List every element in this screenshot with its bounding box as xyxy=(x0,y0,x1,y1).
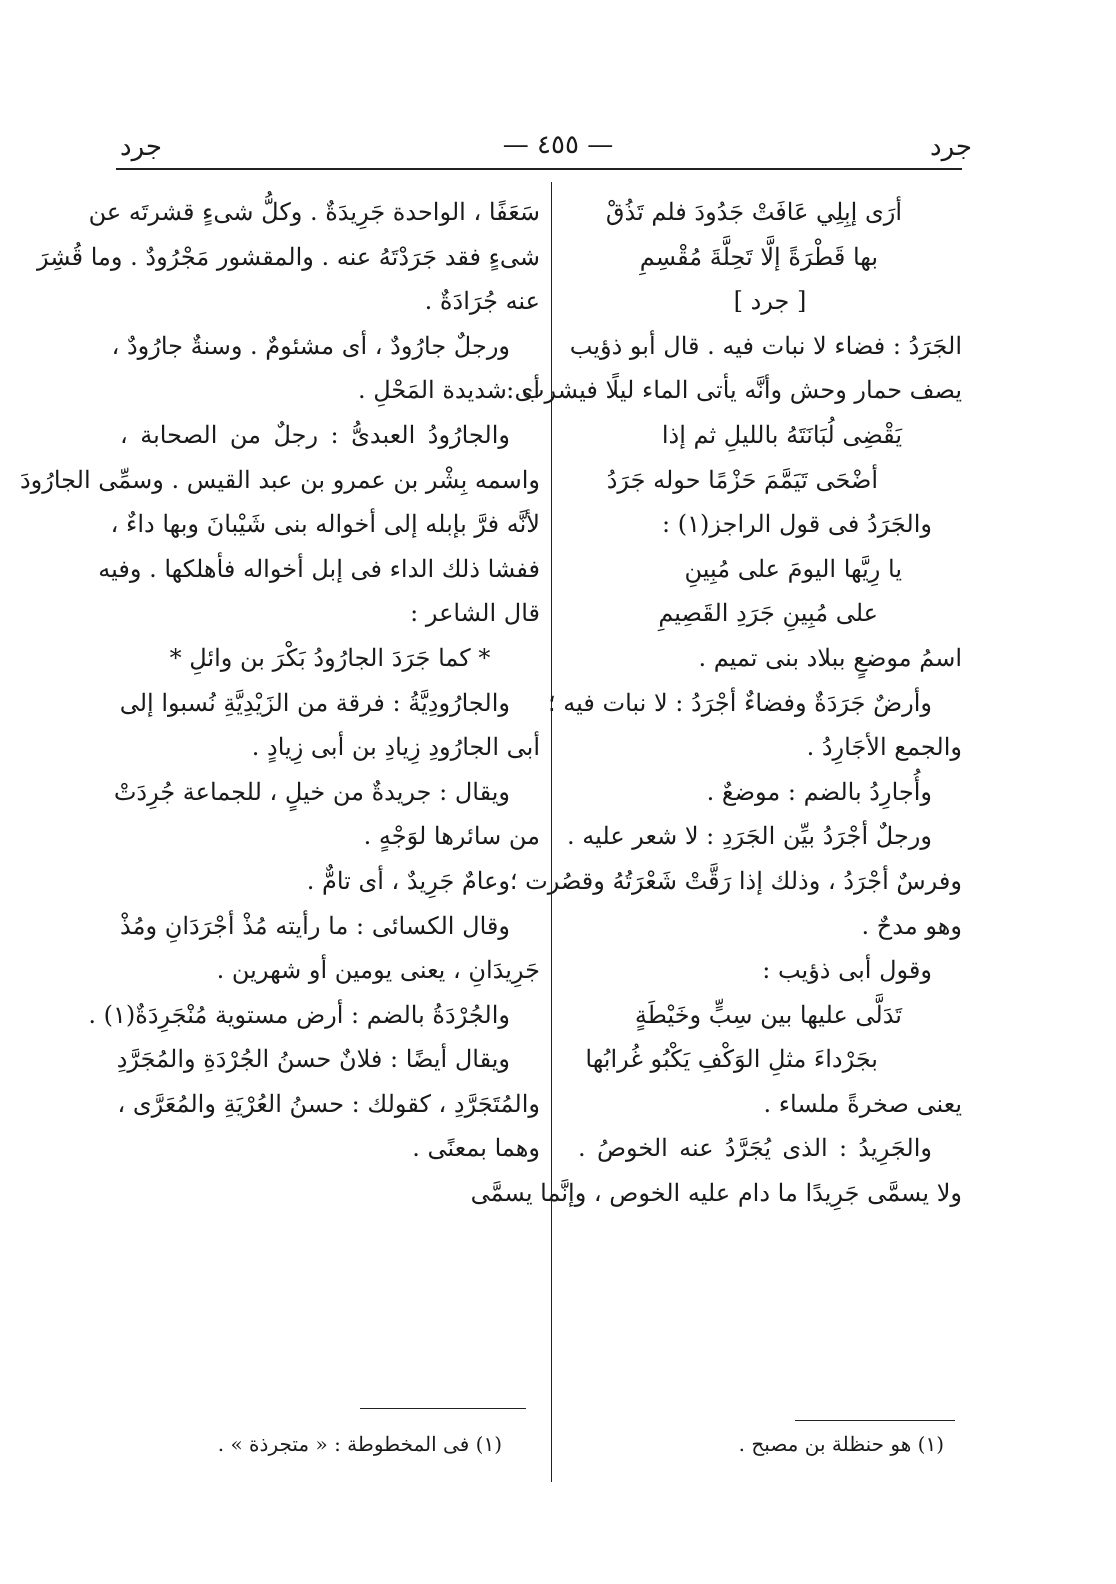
text-line: اسمُ موضعٍ ببلاد بنى تميم . xyxy=(698,643,962,672)
text-line: وهو مدحٌ . xyxy=(861,911,962,940)
text-line: جَرِيدَانِ ، يعنى يومين أو شهرين . xyxy=(216,956,540,985)
text-line: أبى الجارُودِ زِيادِ بن أبى زِيادٍ . xyxy=(251,733,540,762)
text-line: والجَرَدُ فى قول الراجز(١) : xyxy=(662,510,932,539)
text-line: ولا يسمَّى جَرِيدًا ما دام عليه الخوص ، وإنَّما يسمَّى xyxy=(470,1179,962,1208)
verse-line: تَدَلَّى عليها بين سِبٍّ وخَيْطَةٍ xyxy=(634,1000,902,1029)
text-line: والجُرْدَةُ بالضم : أرض مستوية مُنْجَرِدَةٌ(١) . xyxy=(88,1000,510,1029)
left-column xyxy=(19,190,540,1171)
text-line: سَعَفًا ، الواحدة جَرِيدَةٌ . وكلُّ شىءٍ قشرتَه عن xyxy=(88,198,540,226)
text-line: ويقال أيضًا : فلانٌ حسنُ الجُرْدَةِ والمُجَرَّدِ xyxy=(116,1045,510,1074)
text-line: ويقال : جريدةٌ من خيلٍ ، للجماعة جُرِدَتْ xyxy=(113,777,510,806)
text-line: قال الشاعر : xyxy=(410,599,540,628)
text-line: وعامٌ جَرِيدٌ ، أى تامٌّ . xyxy=(306,866,510,895)
verse-line: * كما جَرَدَ الجارُودُ بَكْرَ بن وائلِ * xyxy=(169,643,491,672)
text-line: والجمع الأجَارِدُ . xyxy=(806,733,962,762)
text-line: وهما بمعنًى . xyxy=(412,1134,540,1163)
footnote-rule-right xyxy=(795,1420,955,1421)
text-line: وقال الكسائى : ما رأيته مُذْ أجْرَدَانِ ومُذْ xyxy=(120,911,510,940)
text-line: ورجلٌ جارُودٌ ، أى مشئومٌ . وسنةٌ جارُودٌ ، xyxy=(111,331,510,360)
text-line: واسمه بِشْر بن عمرو بن عبد القيس . وسمِّى الجارُودَ xyxy=(19,465,540,494)
verse-line: يا رِيَّها اليومَ على مُبِينِ xyxy=(684,554,902,583)
text-line: يصف حمار وحش وأنَّه يأتى الماء ليلًا فيشرب : xyxy=(506,376,962,405)
text-line: لأنَّه فرَّ بإبله إلى أخواله بنى شَيْبانَ وبها داءٌ ، xyxy=(110,510,540,539)
text-line: ورجلٌ أجْرَدُ بيِّن الجَرَدِ : لا شعر عليه . xyxy=(567,822,932,851)
text-line: الجَرَدُ : فضاء لا نبات فيه . قال أبو ذؤيب xyxy=(569,331,962,360)
text-line: يعنى صخرةً ملساء . xyxy=(763,1089,962,1118)
text-line: أى شديدة المَحْلِ . xyxy=(357,376,540,405)
entry-heading: [ جرد ] xyxy=(733,287,807,316)
text-line: والجارُودُ العبدىُّ : رجلٌ من الصحابة ، xyxy=(120,420,510,449)
verse-line: بجَرْداءَ مثلِ الوَكْفِ يَكْبُو غُرابُها xyxy=(585,1045,878,1074)
verse-line: أرَى إبِلِي عَافَتْ جَدُودَ فلم تَذُقْ xyxy=(605,198,902,226)
verse-line: يَقْضِى لُبَانَتَهُ بالليلِ ثم إذا xyxy=(661,420,902,449)
verse-line: بها قَطْرَةً إلَّا تَحِلَّةَ مُقْسِمِ xyxy=(639,242,878,271)
text-line: ففشا ذلك الداء فى إبل أخواله فأهلكها . وفيه xyxy=(98,554,540,583)
page-number: — ٤٥٥ — xyxy=(502,130,614,160)
text-line: وقول أبى ذؤيب : xyxy=(762,956,932,985)
verse-line: على مُبِينِ جَرَدِ القَصِيمِ xyxy=(658,599,878,628)
verse-line: أضْحَى تَيَمَّمَ حَزْمًا حوله جَرَدُ xyxy=(606,465,878,494)
text-line: من سائرها لوَجْهٍ . xyxy=(363,822,540,851)
text-line: والجارُودِيَّةُ : فرقة من الزَيْدِيَّةِ نُسبوا إلى xyxy=(119,688,510,717)
header-rule xyxy=(116,168,962,170)
text-line: شىءٍ فقد جَرَدْتَهُ عنه . والمقشور مَجْرُودٌ . وما قُشِرَ xyxy=(36,242,540,271)
header-left-word: جرد xyxy=(120,132,162,162)
text-line: وأُجارِدُ بالضم : موضعٌ . xyxy=(706,777,932,806)
footnote-right: (١) هو حنظلة بن مصبح . xyxy=(738,1432,944,1456)
text-line: وفرسٌ أجْرَدُ ، وذلك إذا رَقَّتْ شَعْرَتُهُ وقصُرت ؛ xyxy=(509,866,962,895)
header-right-word: جرد xyxy=(930,132,972,162)
text-line: والمُتَجَرَّدِ ، كقولك : حسنُ العُرْيَةِ والمُعَرَّى ، xyxy=(117,1089,540,1118)
text-line: عنه جُرَادَةٌ . xyxy=(424,287,540,316)
text-line: والجَرِيدُ : الذى يُجَرَّدُ عنه الخوصُ . xyxy=(578,1134,932,1163)
footnote-rule-left xyxy=(360,1408,526,1409)
footnote-left: (١) فى المخطوطة : « متجرذة » . xyxy=(217,1432,502,1456)
text-line: وأرضٌ جَرَدَةٌ وفضاءٌ أجْرَدُ : لا نبات فيه ؛ xyxy=(548,688,932,717)
